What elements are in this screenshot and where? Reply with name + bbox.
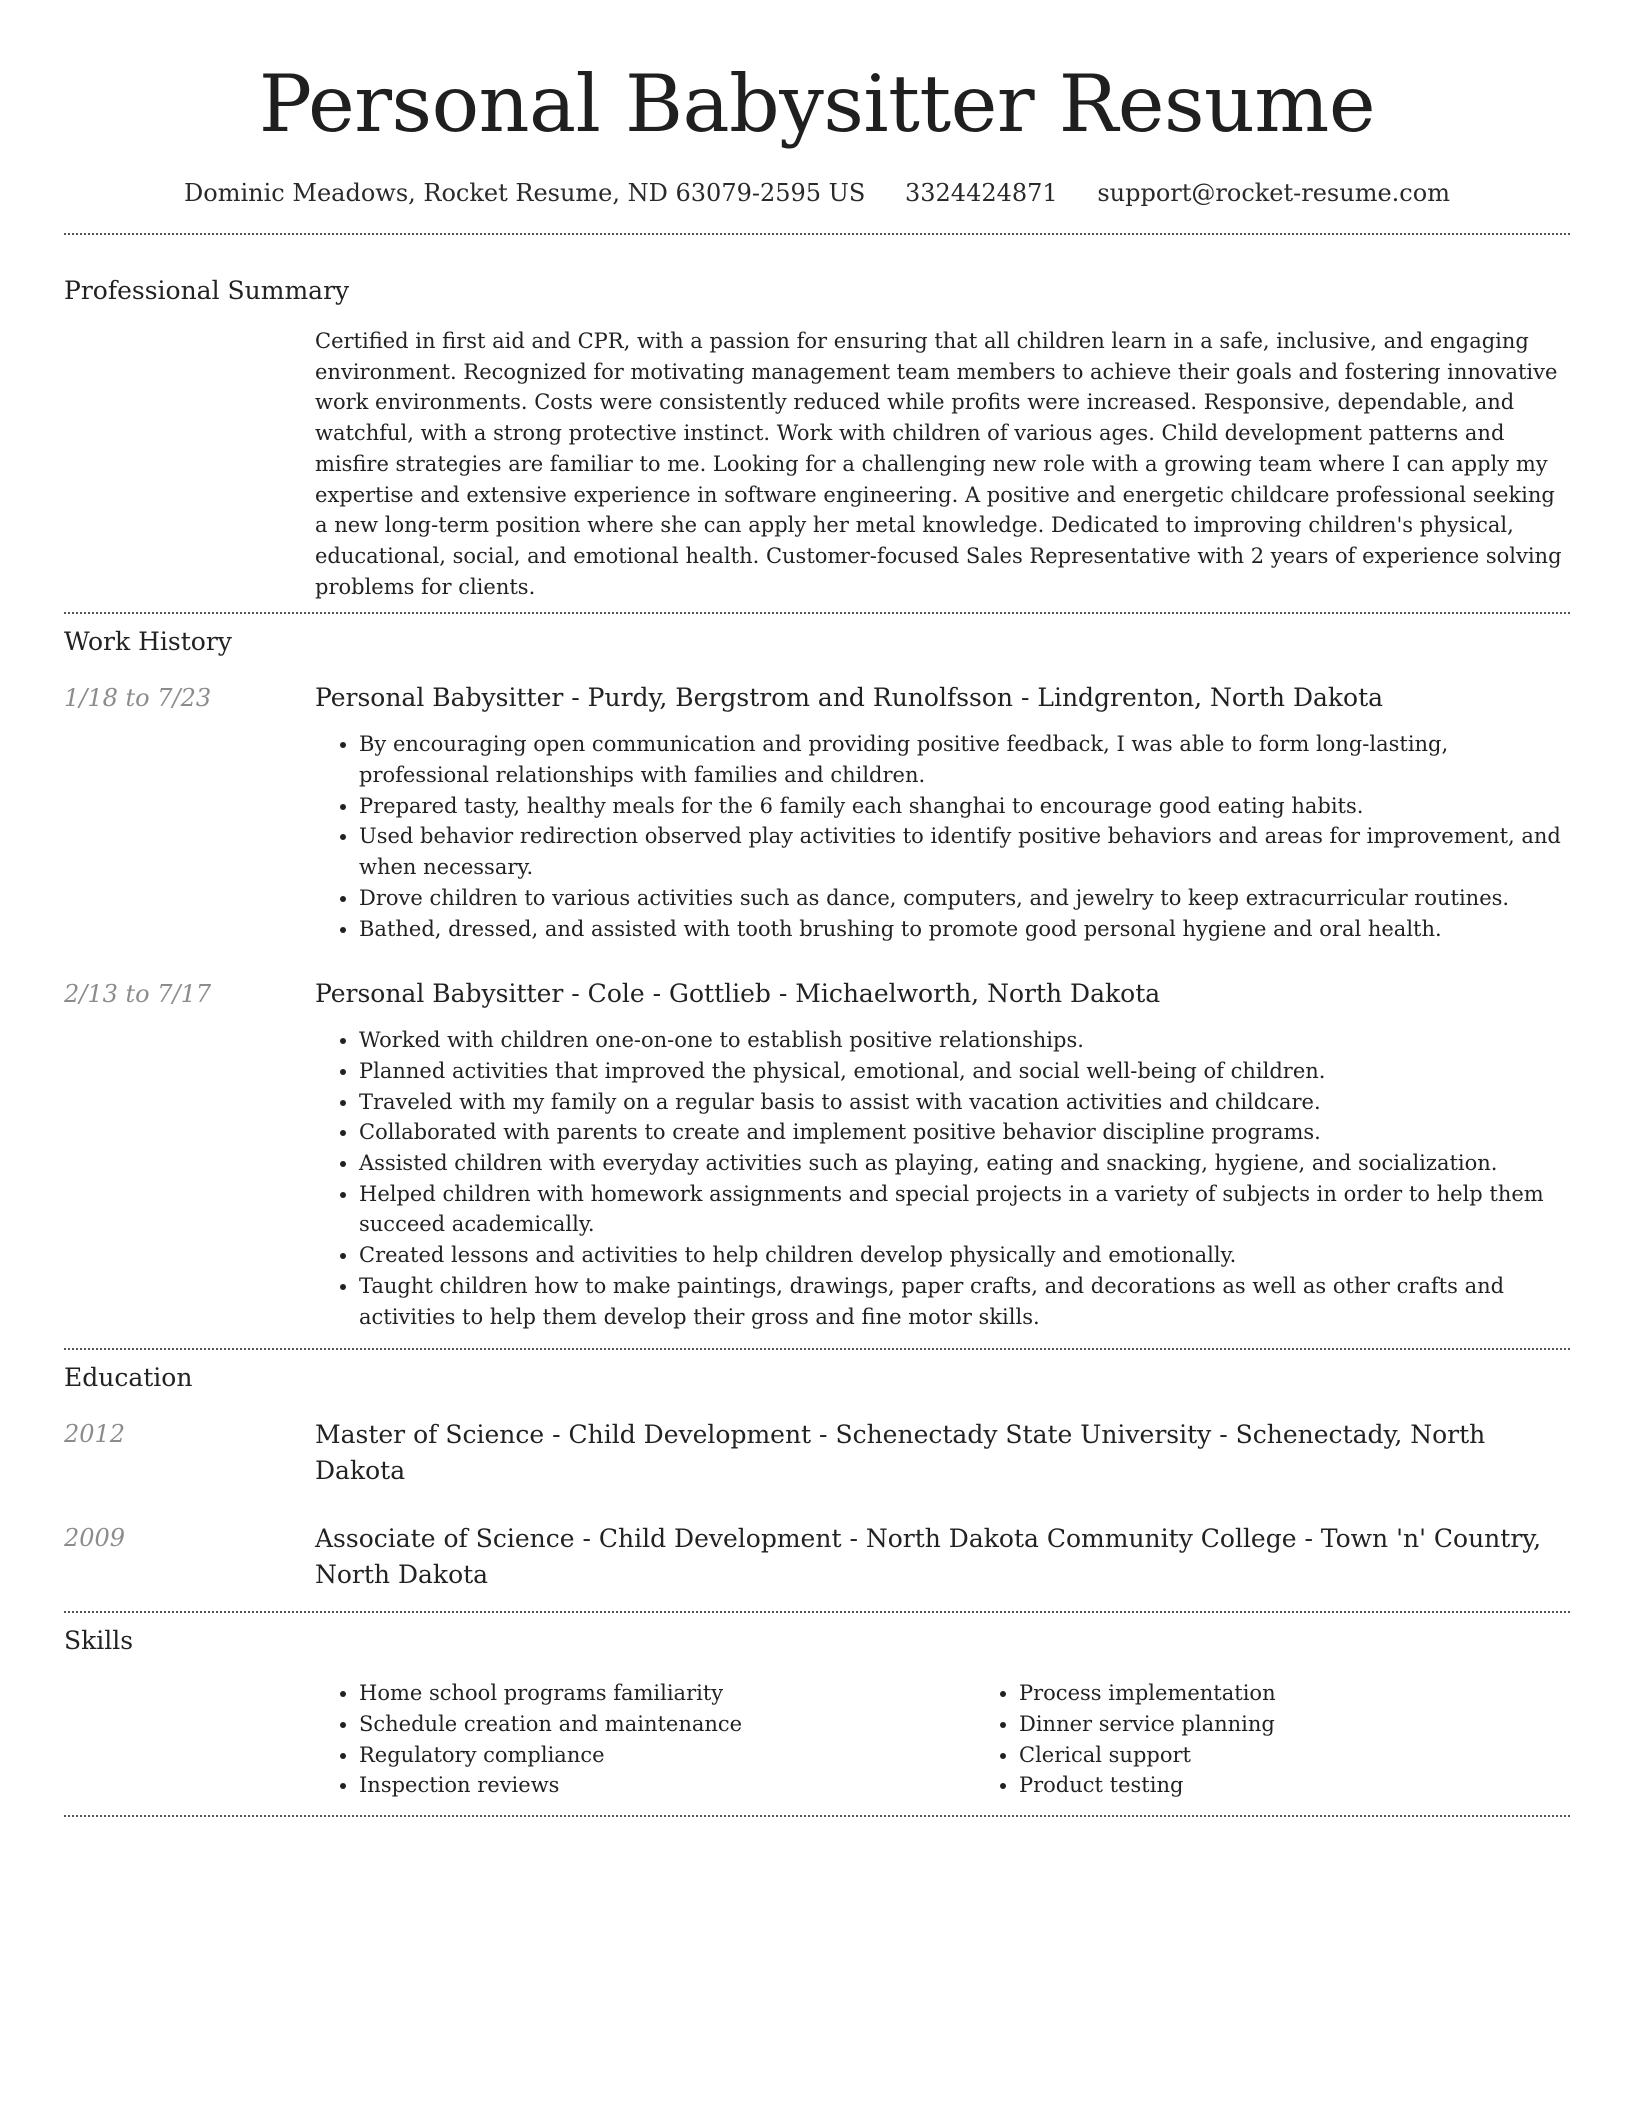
skill-item: • Product testing <box>1019 1770 1632 1801</box>
education-heading-line <box>315 1521 1570 1593</box>
skill-item: • Schedule creation and maintenance <box>359 1709 975 1740</box>
contact-line <box>64 176 1570 210</box>
list-item: • Worked with children one-on-one to establish positive relationships. <box>359 1025 1570 1056</box>
job-heading <box>315 977 1570 1011</box>
job-bullets <box>315 1025 1570 1332</box>
skill-item: • Process implementation <box>1019 1678 1632 1709</box>
list-item: • Taught children how to make paintings, drawings, paper crafts, and decorations as well as other crafts and activities to help them develop their gross and fine motor skills. <box>359 1271 1570 1332</box>
skills-list-right <box>975 1678 1632 1801</box>
list-item: • Created lessons and activities to help children develop physically and emotionally. <box>359 1240 1570 1271</box>
skill-item: • Regulatory compliance <box>359 1740 975 1771</box>
work-history-heading: Work History <box>64 627 232 657</box>
contact-email: support@rocket-resume.com <box>1097 179 1450 207</box>
job-heading <box>315 681 1570 715</box>
skills-list-left <box>315 1678 975 1801</box>
job-dates: 1/18 to 7/23 <box>64 684 212 713</box>
education-school: - Schenectady State University - Schenectady, North Dakota <box>315 1420 1486 1486</box>
education-heading-line <box>315 1417 1570 1489</box>
education-entry <box>64 1417 1570 1489</box>
skill-item: • Inspection reviews <box>359 1770 975 1801</box>
resume-title: Personal Babysitter Resume <box>258 58 1376 150</box>
job-dates: 2/13 to 7/17 <box>64 980 212 1009</box>
job-company: - Purdy, Bergstrom and Runolfsson - Lindgrenton, North Dakota <box>563 683 1384 713</box>
list-item: • Assisted children with everyday activities such as playing, eating and snacking, hygiene, and socialization. <box>359 1148 1570 1179</box>
list-item: • Bathed, dressed, and assisted with tooth brushing to promote good personal hygiene and oral health. <box>359 914 1570 945</box>
job-bullets <box>315 729 1570 944</box>
education-degree: Associate of Science - Child Development <box>315 1524 842 1554</box>
contact-phone: 3324424871 <box>904 179 1058 207</box>
summary-text: Certified in first aid and CPR, with a passion for ensuring that all children learn in a safe, inclusive, and engaging environment. Recognized for motivating management team members to achieve their goals and fostering innovative work environments. Costs were consistently reduced while profits were increased. Responsive, dependable, and watchful, with a strong protective instinct. Work with children of various ages. Child development patterns and misfire strategies are familiar to me. Looking for a challenging new role with a growing team where I can apply my expertise and extensive experience in software engineering. A positive and energetic childcare professional seeking a new long-term position where she can apply her metal knowledge. Dedicated to improving children's physical, educational, social, and emotional health. Customer-focused Sales Representative with 2 years of experience solving problems for clients. <box>315 329 1562 599</box>
job-body <box>315 681 1570 944</box>
skill-item: • Dinner service planning <box>1019 1709 1632 1740</box>
contact-address: Dominic Meadows, Rocket Resume, ND 63079-2595 US <box>184 179 866 207</box>
list-item: • Prepared tasty, healthy meals for the 6 family each shanghai to encourage good eating habits. <box>359 791 1570 822</box>
skill-item: • Clerical support <box>1019 1740 1632 1771</box>
education-entry <box>64 1521 1570 1593</box>
skill-item: • Home school programs familiarity <box>359 1678 975 1709</box>
list-item: • Used behavior redirection observed play activities to identify positive behaviors and areas for improvement, and when necessary. <box>359 821 1570 882</box>
job-title: Personal Babysitter <box>315 979 564 1009</box>
skills-grid <box>315 1678 1570 1801</box>
section-divider <box>64 1815 1570 1817</box>
list-item: • Drove children to various activities such as dance, computers, and jewelry to keep extracurricular routines. <box>359 883 1570 914</box>
list-item: • Traveled with my family on a regular basis to assist with vacation activities and childcare. <box>359 1087 1570 1118</box>
section-divider <box>64 1611 1570 1613</box>
list-item: • Planned activities that improved the physical, emotional, and social well-being of children. <box>359 1056 1570 1087</box>
list-item: • Collaborated with parents to create and implement positive behavior discipline programs. <box>359 1117 1570 1148</box>
resume-page <box>64 0 1570 1817</box>
job-body <box>315 977 1570 1332</box>
section-divider <box>64 612 1570 614</box>
education-degree: Master of Science - Child Development <box>315 1420 812 1450</box>
job-company: - Cole - Gottlieb - Michaelworth, North Dakota <box>563 979 1161 1009</box>
education-heading: Education <box>64 1363 193 1393</box>
job-entry <box>64 977 1570 1332</box>
job-title: Personal Babysitter <box>315 683 564 713</box>
section-divider <box>64 1348 1570 1350</box>
summary-heading: Professional Summary <box>64 276 350 305</box>
education-school: - North Dakota Community College - Town 'n' Country, North Dakota <box>315 1524 1542 1590</box>
list-item: • By encouraging open communication and providing positive feedback, I was able to form long-lasting, professional relationships with families and children. <box>359 729 1570 790</box>
skills-heading: Skills <box>64 1626 134 1656</box>
list-item: • Helped children with homework assignments and special projects in a variety of subjects in order to help them succeed academically. <box>359 1179 1570 1240</box>
education-year: 2012 <box>64 1420 126 1449</box>
education-year: 2009 <box>64 1524 126 1553</box>
job-entry <box>64 681 1570 944</box>
section-divider <box>64 233 1570 235</box>
